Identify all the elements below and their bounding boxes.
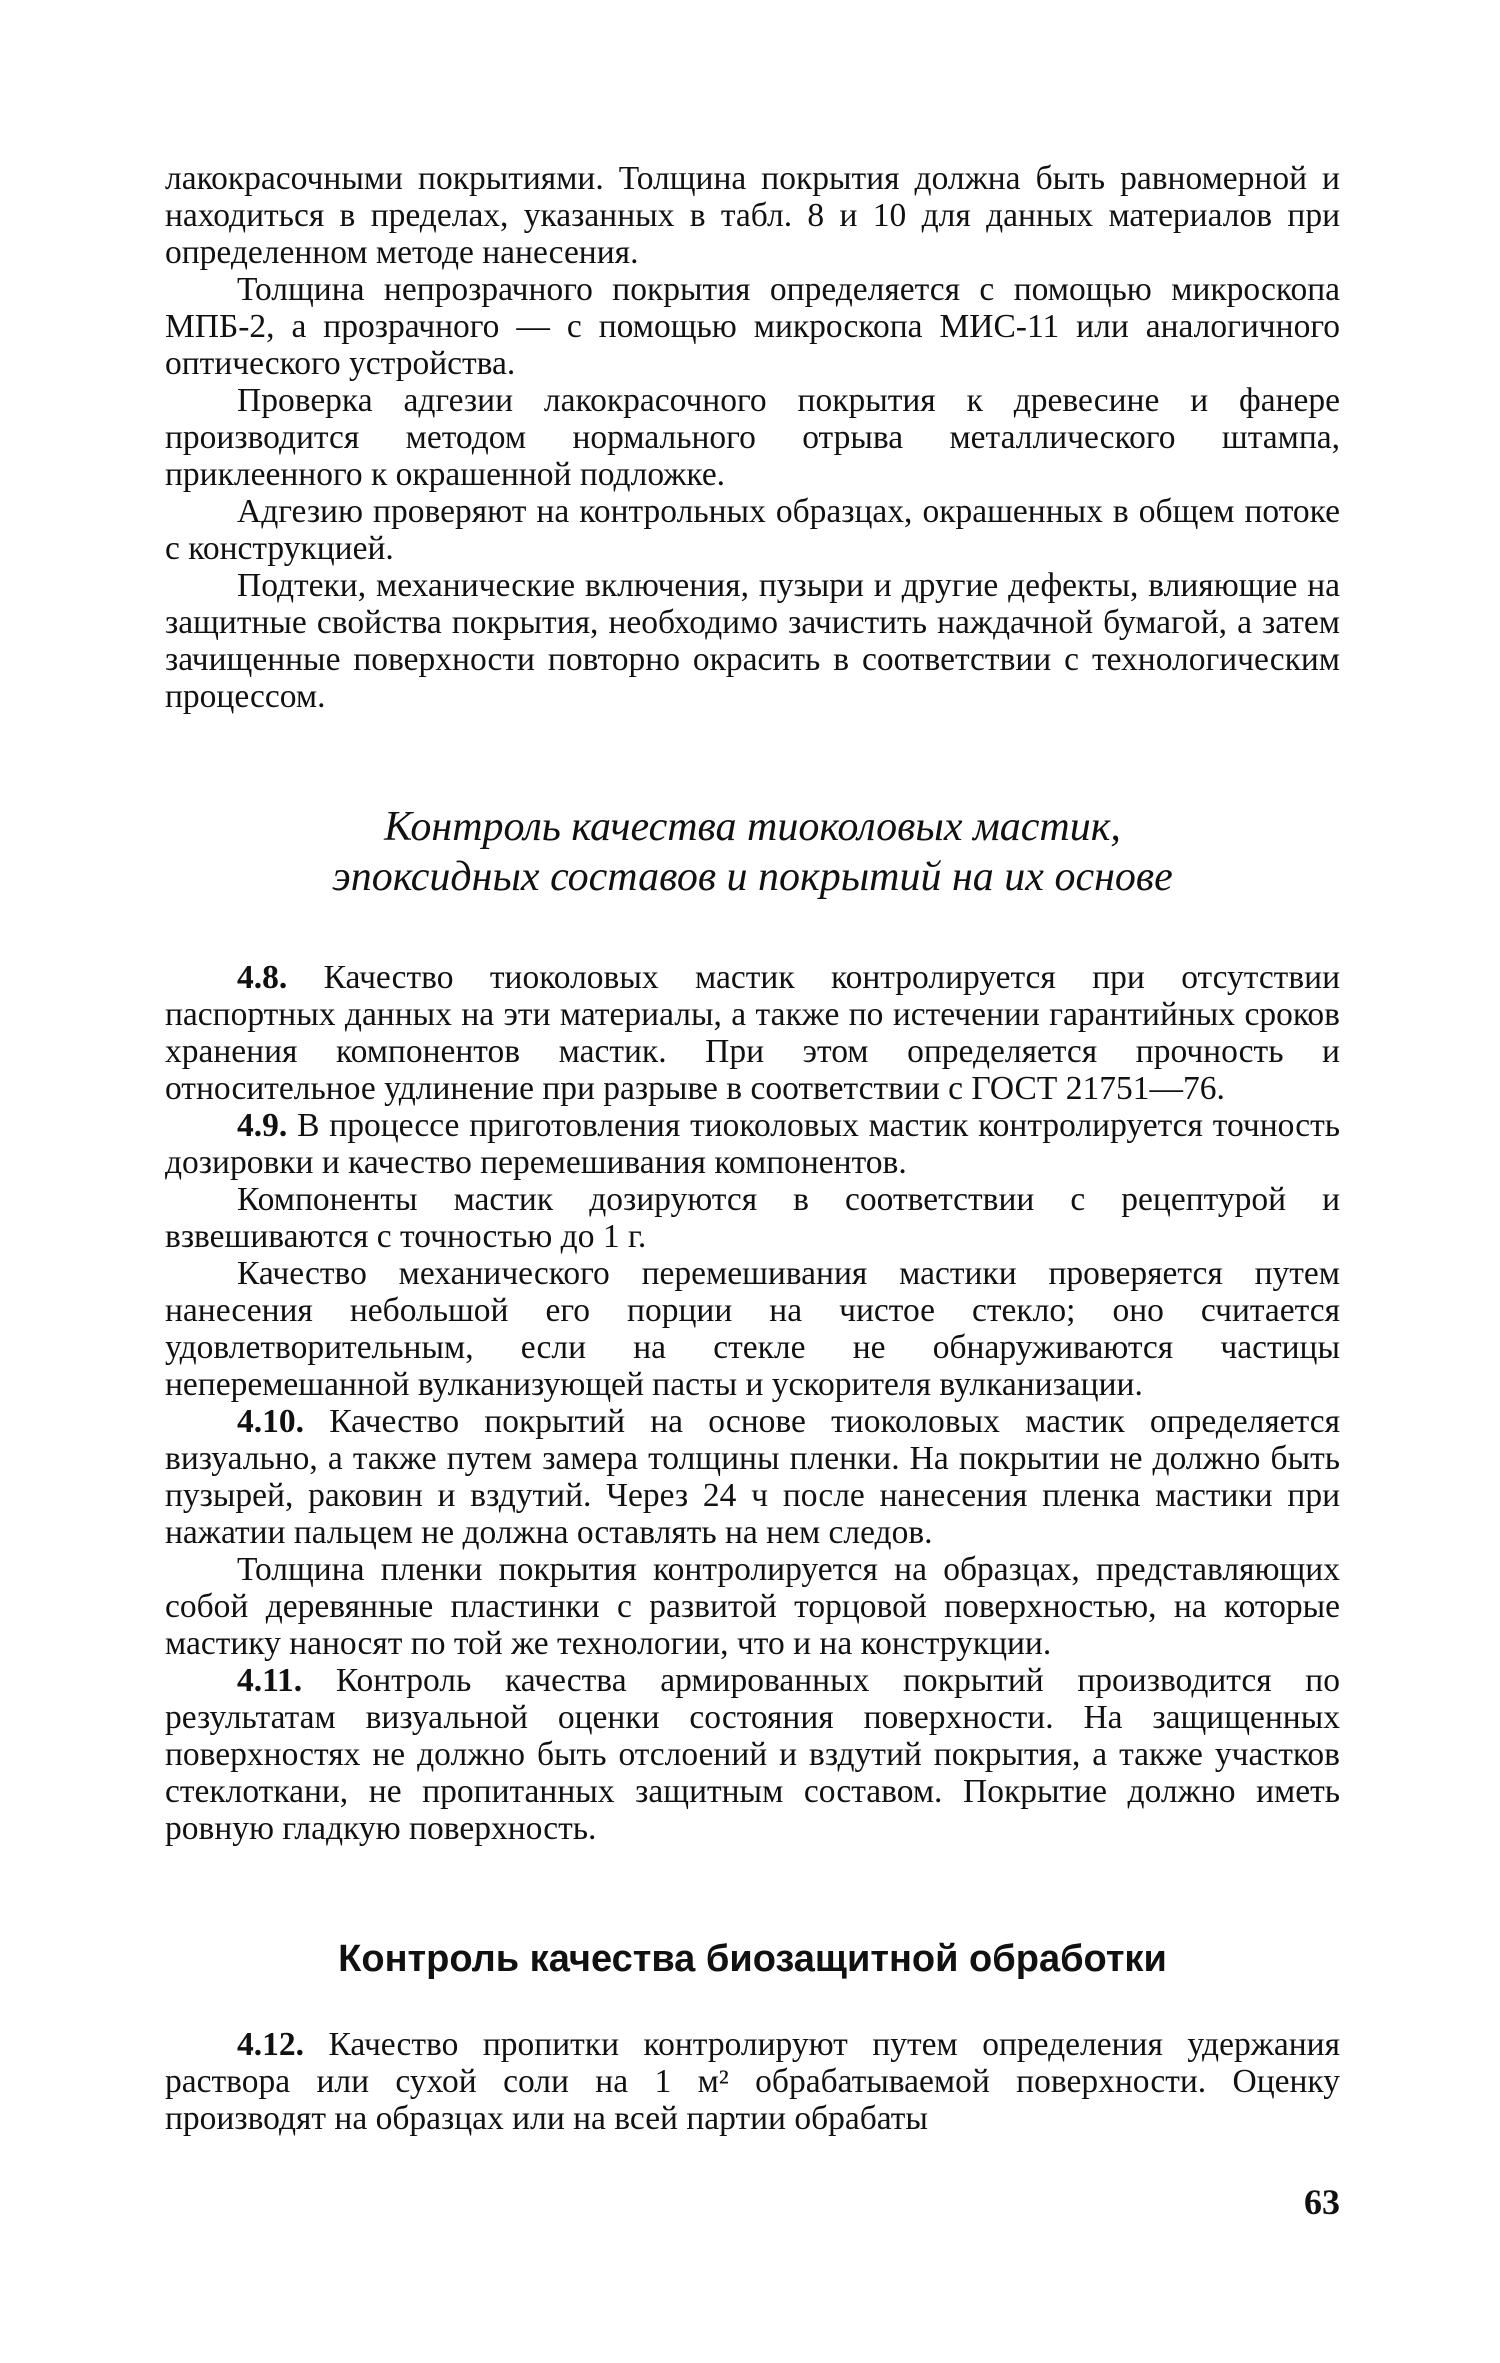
document-page [165, 160, 1340, 2137]
paragraph-thickness-measurement: Толщина непрозрачного покрытия определяется с помощью микроскопа МПБ-2, а прозрачного — с помощью микроскопа МИС-11 или аналогичного оптического устройства. [165, 271, 1340, 382]
paragraph-film-thickness: Толщина пленки покрытия контролируется на образцах, представляющих собой деревянные пластинки с развитой торцовой поверхностью, на которые мастику наносят по той же технологии, что и на конструкции. [165, 1551, 1340, 1662]
clause-text-4-11: Контроль качества армированных покрытий производится по результатам визуальной оценки состояния поверхности. На защищенных поверхностях не должно быть отслоений и вздутий покрытия, а также участков стеклоткани, не пропитанных защитным составом. Покрытие должно иметь ровную гладкую поверхность. [165, 1662, 1340, 1847]
paragraph-continuation: лакокрасочными покрытиями. Толщина покрытия должна быть равномерной и находиться в пределах, указанных в табл. 8 и 10 для данных материалов при определенном методе нанесения. [165, 160, 1340, 271]
section-heading-mastic-control [165, 802, 1340, 902]
paragraph-4-12 [165, 2026, 1340, 2137]
clause-number-4-12: 4.12. [237, 2026, 304, 2063]
paragraph-defects: Подтеки, механические включения, пузыри и другие дефекты, влияющие на защитные свойства покрытия, необходимо зачистить наждачной бумагой, а затем зачищенные поверхности повторно окрасить в соответствии с технологическим процессом. [165, 567, 1340, 715]
paragraph-mixing-quality: Качество механического перемешивания мастики проверяется путем нанесения небольшой его порции на чистое стекло; оно считается удовлетворительным, если на стекле не обнаруживаются частицы неперемешанной вулканизующей пасты и ускорителя вулканизации. [165, 1255, 1340, 1403]
paragraph-adhesion-check: Проверка адгезии лакокрасочного покрытия к древесине и фанере производится методом нормального отрыва металлического штампа, приклеенного к окрашенной подложке. [165, 382, 1340, 493]
paragraph-4-11 [165, 1662, 1340, 1847]
clause-text-4-9: В процессе приготовления тиоколовых мастик контролируется точность дозировки и качество перемешивания компонентов. [165, 1107, 1340, 1181]
paragraph-4-9 [165, 1107, 1340, 1181]
clause-number-4-10: 4.10. [237, 1403, 304, 1440]
section-heading-line-1: Контроль качества тиоколовых мастик, [384, 804, 1121, 850]
page-number: 63 [1304, 2182, 1340, 2222]
clause-number-4-8: 4.8. [237, 959, 288, 996]
section-heading-line-2: эпоксидных составов и покрытий на их основе [332, 854, 1173, 900]
paragraph-4-10 [165, 1403, 1340, 1551]
section-heading-bioprotection: Контроль качества биозащитной обработки [338, 1938, 1167, 1980]
paragraph-dosing: Компоненты мастик дозируются в соответствии с рецептурой и взвешиваются с точностью до 1 г. [165, 1181, 1340, 1255]
clause-text-4-10: Качество покрытий на основе тиоколовых мастик определяется визуально, а также путем замера толщины пленки. На покрытии не должно быть пузырей, раковин и вздутий. Через 24 ч после нанесения пленка мастики при нажатии пальцем не должна оставлять на нем следов. [165, 1403, 1340, 1551]
clause-text-4-8: Качество тиоколовых мастик контролируется при отсутствии паспортных данных на эти материалы, а также по истечении гарантийных сроков хранения компонентов мастик. При этом определяется прочность и относительное удлинение при разрыве в соответствии с ГОСТ 21751—76. [165, 959, 1340, 1107]
clause-number-4-9: 4.9. [237, 1107, 288, 1144]
paragraph-4-8 [165, 959, 1340, 1107]
clause-number-4-11: 4.11. [237, 1662, 303, 1699]
paragraph-adhesion-samples: Адгезию проверяют на контрольных образцах, окрашенных в общем потоке с конструкцией. [165, 493, 1340, 567]
clause-text-4-12: Качество пропитки контролируют путем определения удержания раствора или сухой соли на 1 м² обрабатываемой поверхности. Оценку производят на образцах или на всей партии обрабаты [165, 2026, 1340, 2137]
